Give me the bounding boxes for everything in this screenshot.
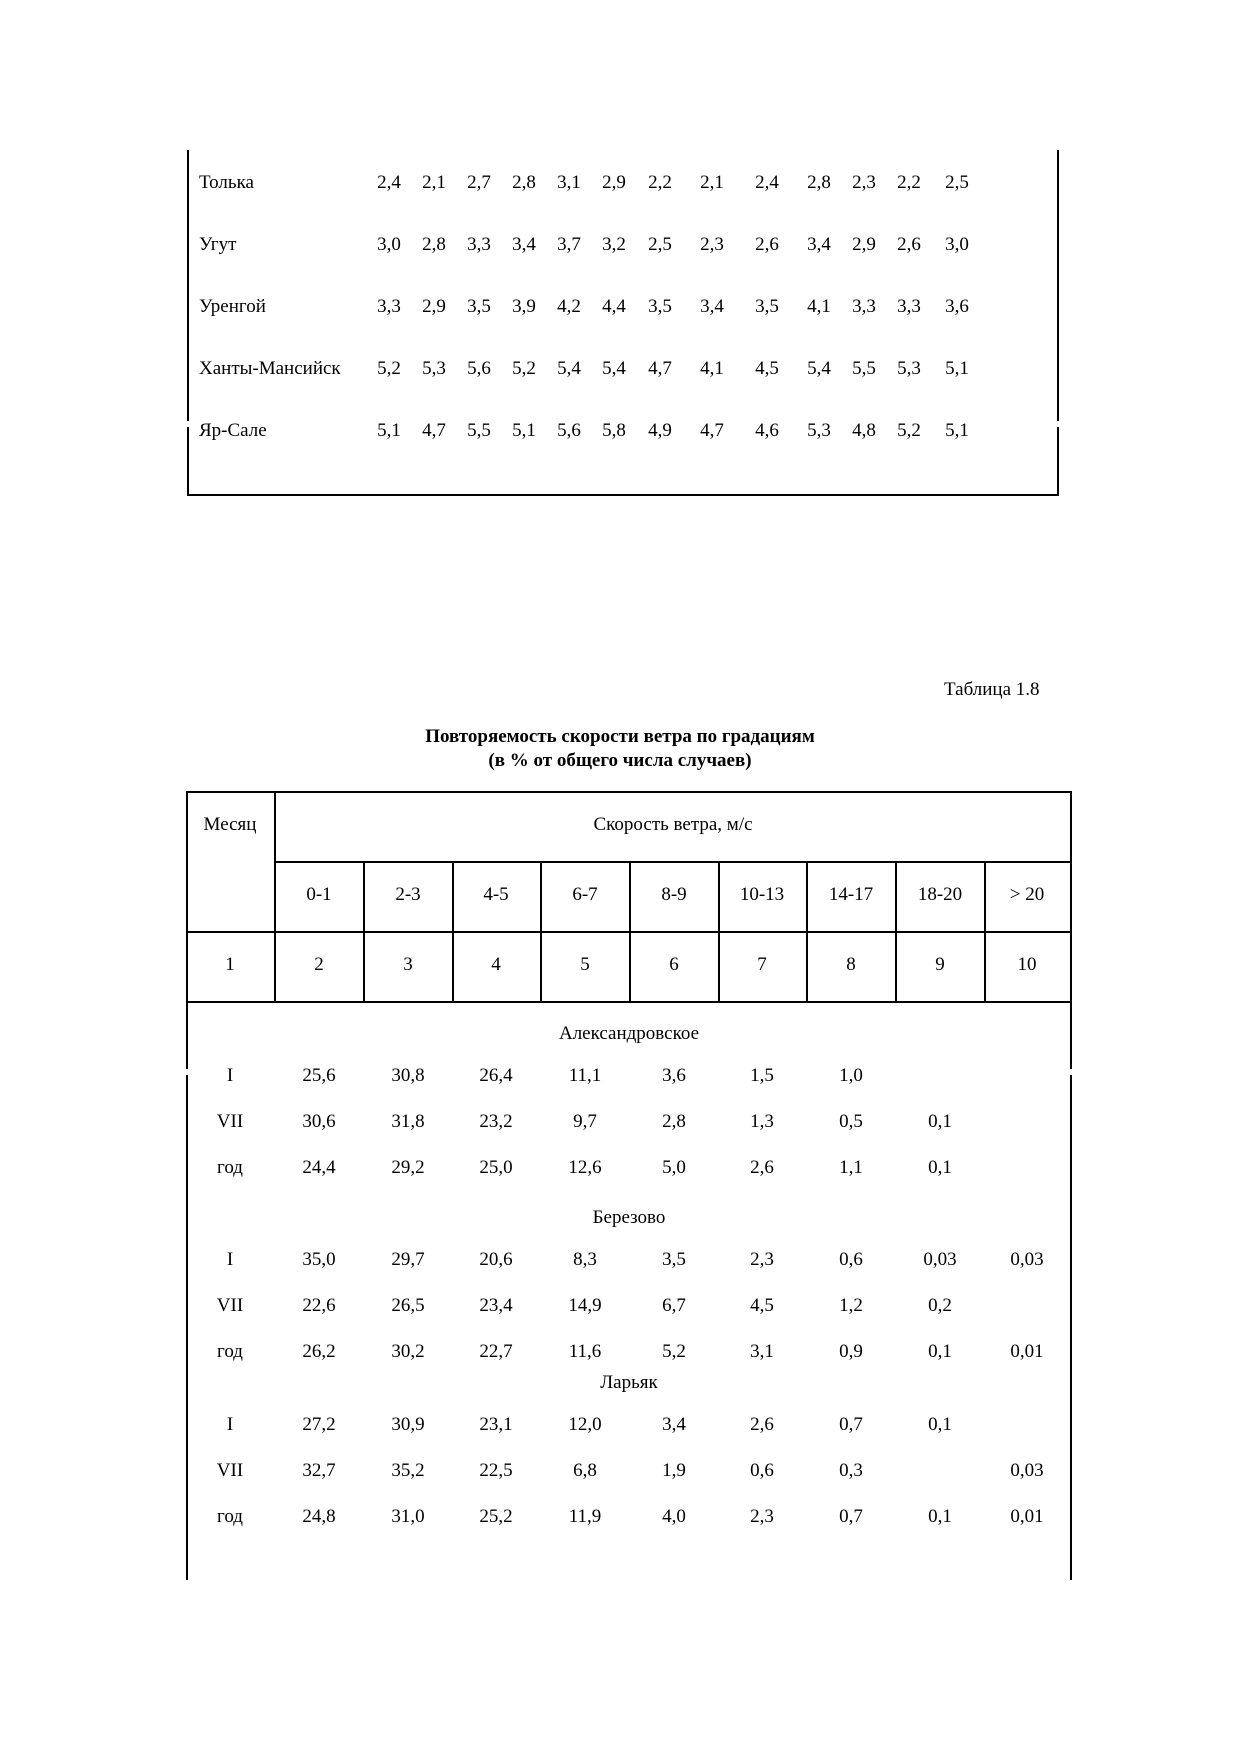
table-cell: 3,5 <box>467 296 491 317</box>
table-cell: 31,0 <box>391 1506 425 1527</box>
table-cell: 2,8 <box>807 172 831 193</box>
table-cell: 5,3 <box>807 420 831 441</box>
table-cell: 26,4 <box>479 1065 513 1086</box>
header-gradation: 6-7 <box>572 884 598 905</box>
table-cell: 0,03 <box>1010 1249 1044 1270</box>
table-cell: 3,1 <box>750 1341 774 1362</box>
station-heading: Березово <box>592 1207 666 1228</box>
table-cell: 30,8 <box>391 1065 425 1086</box>
header-gradation: 14-17 <box>828 884 874 905</box>
table-cell: 5,2 <box>512 358 536 379</box>
station-heading: Александровское <box>558 1023 700 1044</box>
table-cell: 1,9 <box>662 1460 686 1481</box>
top-table-bottom-border <box>187 494 1059 496</box>
table-cell: 2,4 <box>755 172 779 193</box>
table-cell: 4,0 <box>662 1506 686 1527</box>
table-cell: 5,1 <box>945 420 969 441</box>
table-cell: 6,8 <box>573 1460 597 1481</box>
table-cell: 3,4 <box>807 234 831 255</box>
table-cell: 31,8 <box>391 1111 425 1132</box>
table-cell: 5,5 <box>467 420 491 441</box>
column-number: 7 <box>757 954 767 975</box>
table-cell: 2,4 <box>377 172 401 193</box>
table-cell: 1,1 <box>839 1157 863 1178</box>
table-cell: 2,3 <box>852 172 876 193</box>
table-cell: 5,6 <box>557 420 581 441</box>
month-label: I <box>226 1065 234 1086</box>
header-gradation: 10-13 <box>739 884 785 905</box>
table-cell: 20,6 <box>479 1249 513 1270</box>
table-cell: 2,2 <box>648 172 672 193</box>
table-cell: 32,7 <box>302 1460 336 1481</box>
table-cell: 23,2 <box>479 1111 513 1132</box>
table-cell: 4,7 <box>422 420 446 441</box>
header-gradation: 18-20 <box>917 884 963 905</box>
table-cell: 1,3 <box>750 1111 774 1132</box>
table-cell: 22,7 <box>479 1341 513 1362</box>
header-gradation: 4-5 <box>483 884 509 905</box>
table-cell: 2,3 <box>750 1249 774 1270</box>
table-cell: 30,2 <box>391 1341 425 1362</box>
table-cell: 3,5 <box>662 1249 686 1270</box>
table-cell: 5,4 <box>807 358 831 379</box>
table-cell: 0,1 <box>928 1157 952 1178</box>
table-cell: 0,3 <box>839 1460 863 1481</box>
table-cell: 4,1 <box>807 296 831 317</box>
table-cell: 2,9 <box>422 296 446 317</box>
table-cell: 5,4 <box>557 358 581 379</box>
table-cell: 2,8 <box>422 234 446 255</box>
month-label: VII <box>216 1460 244 1481</box>
table-cell: 4,6 <box>755 420 779 441</box>
table-cell: 0,6 <box>750 1460 774 1481</box>
table-cell: 24,4 <box>302 1157 336 1178</box>
table-row <box>189 234 1057 264</box>
column-number: 1 <box>225 954 235 975</box>
table-cell: 2,3 <box>700 234 724 255</box>
table-row <box>189 358 1057 388</box>
table-row <box>189 296 1057 326</box>
column-number: 9 <box>935 954 945 975</box>
table-cell: 4,1 <box>700 358 724 379</box>
table-cell: 30,6 <box>302 1111 336 1132</box>
top-table-continuation <box>187 150 1059 496</box>
table-cell: 2,5 <box>945 172 969 193</box>
table-cell: 3,2 <box>602 234 626 255</box>
table-cell: 2,7 <box>467 172 491 193</box>
table-cell: 0,03 <box>1010 1460 1044 1481</box>
month-label: год <box>217 1341 243 1362</box>
column-number: 8 <box>846 954 856 975</box>
table-cell: 30,9 <box>391 1414 425 1435</box>
table-cell: 3,4 <box>512 234 536 255</box>
table-cell: 3,5 <box>648 296 672 317</box>
table-cell: 35,0 <box>302 1249 336 1270</box>
header-month: Месяц <box>203 814 257 835</box>
month-label: I <box>226 1414 234 1435</box>
table-cell: 4,5 <box>750 1295 774 1316</box>
table-cell: 11,9 <box>568 1506 602 1527</box>
wind-speed-table <box>186 791 1072 1580</box>
table-row <box>189 172 1057 202</box>
table-cell: 3,4 <box>662 1414 686 1435</box>
table-cell: 1,5 <box>750 1065 774 1086</box>
table-cell: 25,6 <box>302 1065 336 1086</box>
column-number: 6 <box>669 954 679 975</box>
table-cell: 2,5 <box>648 234 672 255</box>
table-row <box>189 420 1057 450</box>
table-cell: 0,1 <box>928 1506 952 1527</box>
table-cell: 5,2 <box>897 420 921 441</box>
table-cell: 25,0 <box>479 1157 513 1178</box>
month-label: год <box>217 1506 243 1527</box>
table-cell: 5,0 <box>662 1157 686 1178</box>
table-cell: 29,7 <box>391 1249 425 1270</box>
table-cell: 23,4 <box>479 1295 513 1316</box>
table-cell: 23,1 <box>479 1414 513 1435</box>
table-cell: 2,6 <box>755 234 779 255</box>
table-cell: 0,03 <box>923 1249 957 1270</box>
table-cell: 2,2 <box>897 172 921 193</box>
column-number: 4 <box>491 954 501 975</box>
table-cell: 2,9 <box>602 172 626 193</box>
table-cell: 22,5 <box>479 1460 513 1481</box>
header-gradation: > 20 <box>1009 884 1045 905</box>
table-cell: 4,4 <box>602 296 626 317</box>
station-name: Толька <box>199 172 254 193</box>
table-cell: 0,01 <box>1010 1506 1044 1527</box>
table-cell: 3,6 <box>662 1065 686 1086</box>
header-gradation: 8-9 <box>661 884 687 905</box>
table-cell: 3,0 <box>377 234 401 255</box>
month-label: I <box>226 1249 234 1270</box>
table-cell: 4,7 <box>700 420 724 441</box>
table-cell: 3,0 <box>945 234 969 255</box>
table-cell: 5,1 <box>945 358 969 379</box>
table-cell: 22,6 <box>302 1295 336 1316</box>
table-cell: 2,8 <box>662 1111 686 1132</box>
table-cell: 14,9 <box>568 1295 602 1316</box>
table-cell: 12,0 <box>568 1414 602 1435</box>
station-name: Угут <box>199 234 237 255</box>
table-cell: 5,1 <box>512 420 536 441</box>
table-cell: 5,3 <box>422 358 446 379</box>
station-name: Уренгой <box>199 296 266 317</box>
table-cell: 4,5 <box>755 358 779 379</box>
table-cell: 5,6 <box>467 358 491 379</box>
table-cell: 2,1 <box>700 172 724 193</box>
table-cell: 1,0 <box>839 1065 863 1086</box>
column-number: 2 <box>314 954 324 975</box>
table-cell: 3,5 <box>755 296 779 317</box>
column-number: 10 <box>1017 954 1037 975</box>
table-cell: 5,4 <box>602 358 626 379</box>
table-cell: 0,7 <box>839 1506 863 1527</box>
header-gradation: 0-1 <box>306 884 332 905</box>
table-cell: 26,5 <box>391 1295 425 1316</box>
table-cell: 3,3 <box>897 296 921 317</box>
table-cell: 3,1 <box>557 172 581 193</box>
month-label: VII <box>216 1295 244 1316</box>
table-cell: 2,6 <box>897 234 921 255</box>
table-cell: 3,4 <box>700 296 724 317</box>
header-wind-speed: Скорость ветра, м/с <box>593 814 753 835</box>
table-cell: 11,6 <box>568 1341 602 1362</box>
station-heading: Ларьяк <box>600 1372 658 1393</box>
column-number: 3 <box>403 954 413 975</box>
table-cell: 5,3 <box>897 358 921 379</box>
table-cell: 5,1 <box>377 420 401 441</box>
table-cell: 11,1 <box>568 1065 602 1086</box>
table-cell: 4,8 <box>852 420 876 441</box>
table-cell: 25,2 <box>479 1506 513 1527</box>
table-cell: 0,5 <box>839 1111 863 1132</box>
table-cell: 0,1 <box>928 1111 952 1132</box>
table-cell: 3,7 <box>557 234 581 255</box>
table-cell: 2,3 <box>750 1506 774 1527</box>
table-cell: 12,6 <box>568 1157 602 1178</box>
table-cell: 3,3 <box>377 296 401 317</box>
table-cell: 2,1 <box>422 172 446 193</box>
table-cell: 0,6 <box>839 1249 863 1270</box>
table-cell: 5,2 <box>377 358 401 379</box>
table-cell: 5,8 <box>602 420 626 441</box>
month-label: год <box>217 1157 243 1178</box>
station-name: Яр-Сале <box>199 420 267 441</box>
table-cell: 5,5 <box>852 358 876 379</box>
table-cell: 0,2 <box>928 1295 952 1316</box>
table-subtitle: (в % от общего числа случаев) <box>488 750 752 771</box>
table-title: Повторяемость скорости ветра по градациям <box>425 726 815 747</box>
table-cell: 2,6 <box>750 1157 774 1178</box>
table-cell: 0,1 <box>928 1341 952 1362</box>
table-cell: 24,8 <box>302 1506 336 1527</box>
table-cell: 2,9 <box>852 234 876 255</box>
table-cell: 9,7 <box>573 1111 597 1132</box>
table-cell: 2,6 <box>750 1414 774 1435</box>
table-cell: 1,2 <box>839 1295 863 1316</box>
table-cell: 0,7 <box>839 1414 863 1435</box>
table-cell: 3,3 <box>852 296 876 317</box>
table-cell: 4,7 <box>648 358 672 379</box>
table-cell: 0,01 <box>1010 1341 1044 1362</box>
column-number: 5 <box>580 954 590 975</box>
table-cell: 6,7 <box>662 1295 686 1316</box>
header-gradation: 2-3 <box>395 884 421 905</box>
table-cell: 4,9 <box>648 420 672 441</box>
table-cell: 2,8 <box>512 172 536 193</box>
table-cell: 5,2 <box>662 1341 686 1362</box>
table-cell: 3,9 <box>512 296 536 317</box>
table-cell: 35,2 <box>391 1460 425 1481</box>
table-cell: 8,3 <box>573 1249 597 1270</box>
table-cell: 27,2 <box>302 1414 336 1435</box>
month-label: VII <box>216 1111 244 1132</box>
station-name: Ханты-Мансийск <box>199 358 341 379</box>
table-cell: 3,3 <box>467 234 491 255</box>
table-cell: 0,9 <box>839 1341 863 1362</box>
table-cell: 3,6 <box>945 296 969 317</box>
table-cell: 4,2 <box>557 296 581 317</box>
table-cell: 26,2 <box>302 1341 336 1362</box>
table-number: Таблица 1.8 <box>944 679 1040 700</box>
table-cell: 29,2 <box>391 1157 425 1178</box>
table-cell: 0,1 <box>928 1414 952 1435</box>
